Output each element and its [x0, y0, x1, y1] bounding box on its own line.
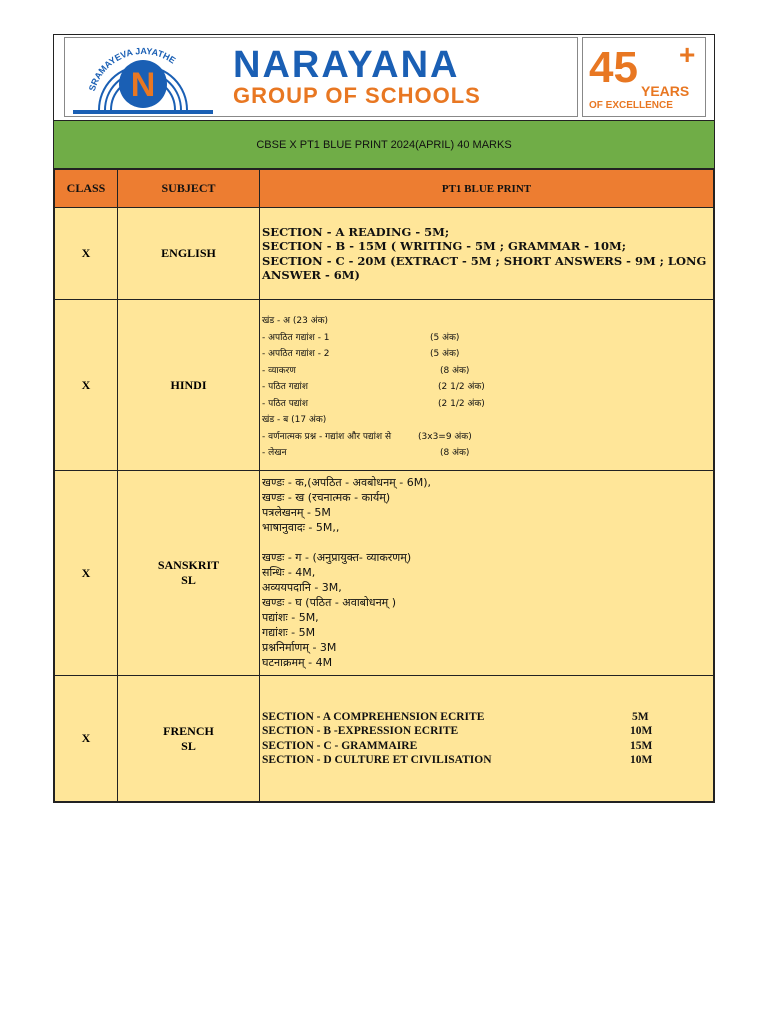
blueprint-line: खण्डः - ख (रचनात्मक - कार्यम्) — [262, 491, 391, 504]
school-header — [54, 35, 714, 121]
blueprint-line: SECTION - D CULTURE ET CIVILISATION — [262, 754, 492, 766]
marks: 15M — [630, 739, 653, 752]
marks: (3x3=9 अंक) — [418, 431, 472, 442]
blueprint-line: प्रश्ननिर्माणम् - 3M — [262, 641, 337, 654]
marks: (8 अंक) — [440, 365, 470, 376]
logo-banner — [64, 37, 578, 117]
blank-line — [262, 535, 712, 550]
column-header-class: CLASS — [55, 170, 118, 208]
table-row — [55, 676, 714, 802]
table-row — [55, 471, 714, 676]
class-cell: X — [55, 208, 118, 300]
table-row — [55, 300, 714, 471]
blueprint-cell — [260, 300, 714, 471]
badge-excellence: OF EXCELLENCE — [589, 100, 673, 111]
blueprint-line: भाषानुवादः - 5M,, — [262, 521, 340, 534]
blueprint-line: - लेखन — [262, 448, 287, 459]
marks: 10M — [630, 725, 653, 737]
subject-cell: ENGLISH — [118, 208, 260, 300]
blueprint-line: - पठित पद्यांश — [262, 398, 309, 409]
blueprint-line: खण्डः - ग - (अनुप्रायुक्त- व्याकरणम्) — [262, 551, 412, 564]
marks: (5 अंक) — [430, 349, 460, 360]
subject-cell — [118, 676, 260, 802]
subject-line: SL — [181, 738, 196, 753]
blueprint-line: खण्डः - घ (पठित - अवाबोधनम् ) — [262, 596, 397, 609]
subject-line: SL — [181, 573, 196, 587]
blueprint-cell — [260, 471, 714, 676]
blueprint-line: खण्डः - क,(अपठित - अवबोधनम् - 6M), — [262, 476, 431, 489]
blueprint-cell — [260, 676, 714, 802]
table-header-row — [55, 170, 714, 208]
table-row — [55, 208, 714, 300]
marks: (2 1/2 अंक) — [438, 398, 485, 409]
class-cell: X — [55, 471, 118, 676]
blueprint-line: खंड - अ (23 अंक) — [262, 316, 329, 327]
emblem-motto: SRAMAYEVA JAYATHE — [86, 45, 178, 93]
blueprint-line: SECTION - B -EXPRESSION ECRITE — [262, 725, 459, 737]
blueprint-line: गद्यांशः - 5M — [262, 626, 316, 639]
blueprint-line: पद्यांशः - 5M, — [262, 611, 319, 624]
blueprint-cell — [260, 208, 714, 300]
blueprint-line: - व्याकरण — [262, 365, 296, 376]
marks: (2 1/2 अंक) — [438, 382, 485, 393]
blueprint-line: पत्रलेखनम् - 5M — [262, 506, 331, 519]
emblem-letter: N — [130, 66, 156, 104]
marks: 10M — [630, 754, 653, 766]
blueprint-line: - वर्णनात्मक प्रश्न - गद्यांश और पद्यांश से — [262, 431, 392, 442]
blueprint-line: SECTION - B - 15M ( WRITING - 5M ; GRAMMAR - 10M; — [262, 239, 627, 253]
blueprint-line: SECTION - C - GRAMMAIRE — [262, 739, 418, 752]
class-cell: X — [55, 300, 118, 471]
blueprint-line: अव्ययपदानि - 3M, — [262, 581, 342, 594]
blueprint-table — [54, 169, 714, 802]
blueprint-line: SECTION - A READING - 5M; — [262, 224, 450, 239]
column-header-subject: SUBJECT — [118, 170, 260, 208]
badge-years: YEARS — [641, 83, 690, 99]
blueprint-line: SECTION - A COMPREHENSION ECRITE — [262, 710, 485, 723]
column-header-blueprint: PT1 BLUE PRINT — [260, 170, 714, 208]
brand-subtitle: GROUP OF SCHOOLS — [233, 83, 481, 108]
subject-line: SANSKRIT — [157, 558, 220, 572]
blueprint-line: - अपठित गद्यांश - 2 — [262, 349, 330, 360]
marks: (5 अंक) — [430, 332, 460, 343]
blueprint-title: CBSE X PT1 BLUE PRINT 2024(APRIL) 40 MARKS — [54, 121, 714, 169]
blueprint-line: - पठित गद्यांश — [262, 382, 308, 393]
school-emblem-icon — [65, 38, 215, 116]
subject-cell: HINDI — [118, 300, 260, 471]
marks: 5M — [632, 710, 649, 723]
blueprint-line: घटनाक्रमम् - 4M — [262, 656, 333, 669]
blueprint-line: - अपठित गद्यांश - 1 — [262, 332, 330, 343]
anniversary-badge — [582, 37, 706, 117]
badge-plus: + — [679, 39, 696, 70]
brand-name: NARAYANA — [233, 44, 460, 86]
blueprint-line: सन्धिः - 4M, — [262, 566, 316, 579]
blueprint-line: खंड - ब (17 अंक) — [262, 415, 327, 426]
marks: (8 अंक) — [440, 448, 470, 459]
subject-line: FRENCH — [163, 723, 214, 738]
blueprint-sheet — [53, 34, 715, 803]
class-cell: X — [55, 676, 118, 802]
blueprint-line: SECTION - C - 20M (EXTRACT - 5M ; SHORT ANSWERS - 9M ; LONG ANSWER - 6M) — [262, 253, 707, 282]
badge-number: 45 — [589, 43, 638, 92]
subject-cell — [118, 471, 260, 676]
